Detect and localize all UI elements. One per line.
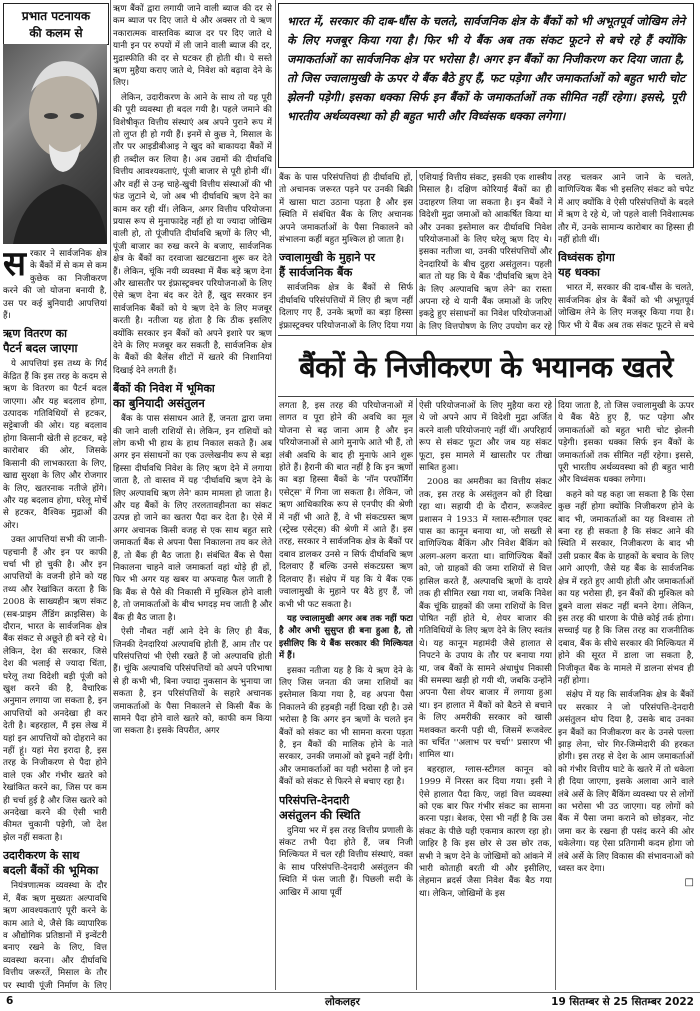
pull-quote-text: भारत में, सरकार की दाब-धौंस के चलते, सार्वजनिक क्षेत्र के बैंकों को भी अभूतपूर्व जोखिम लेने के लिए मजबूर किया गया है। फिर भी ये बैंक अब तक संकट फूटने से बचे रहे हैं क्योंकि जमाकर्ताओं का सार्वजनिक क्षेत्र पर भरोसा है। अगर इन बैंकों का निजीकरण कर दिया जाता है, तो जिस ज्वालामुखी के ऊपर ये बैंक बैठे हुए हैं, फट पड़ेगा और जमाकर्ताओं को बहुत भारी चोट झेलनी पड़ेगी। इसका धक्का सिर्फ इन बैंकों के जमाकर्ताओं तक सीमित नहीं रहेगा। इससे, पूरी भारतीय अर्थव्यवस्था को ही बहुत भारी और विध्वंसक धक्का लगेगा। xyxy=(287,14,685,123)
paragraph: भारत में, सरकार की दाब-धौंस के चलते, सार्वजनिक क्षेत्र के बैंकों को भी अभूतपूर्व जोखिम लेने के लिए मजबूर किया गया है। फिर भी ये बैंक अब तक संकट फूटने से बचे xyxy=(558,283,694,331)
end-mark: □ xyxy=(684,877,694,889)
drop-cap: स xyxy=(3,248,26,284)
author-byline xyxy=(3,3,109,45)
column-4-lower xyxy=(419,400,552,990)
column-5-upper xyxy=(558,172,694,332)
column-3-upper xyxy=(279,172,413,332)
paragraph: बैंक के पास परिसंपत्तियां ही दीर्घावधि हों, तो अचानक जरूरत पड़ने पर उनकी बिक्री में खासा घाटा उठाना पड़ता है और इस स्थिति में संबंधित बैंक के लिए अचानक अपने जमाकर्ताओं के पैसा निकालने को संभालना कहीं बहुत मुश्किल हो जाता है। xyxy=(279,173,413,246)
paragraph: दिया जाता है, तो जिस ज्वालामुखी के ऊपर ये बैंक बैठे हुए हैं, फट पड़ेगा और जमाकर्ताओं को बहुत भारी चोट झेलनी पड़ेगी। इसका धक्का सिर्फ इन बैंकों के जमाकर्ताओं तक सीमित नहीं रहेगा। इससे, पूरी भारतीय अर्थव्यवस्था को ही बहुत भारी और विध्वंसक धक्का लगेगा। xyxy=(558,401,694,486)
headline xyxy=(278,335,694,397)
subheading-credit-pattern: ऋण वितरण का पैटर्न बदल जाएगा xyxy=(3,327,78,356)
paragraph: बहरहाल, ग्लास-स्टीगल कानून को 1999 में निरस्त कर दिया गया। इसी ने ऐसे हालात पैदा किए, जहां वित्त व्यवस्था को एक बार फिर गंभीर संकट का सामना करना पड़ा। बेशक, ऐसा भी नहीं है कि उस संकट के पीछे यही एकमात्र कारण रहा हो। जाहिर है कि इस छोर से उस छोर तक, सभी ने ऋण देने के जोखिमों को आंकने में भारी कोताही बरती थी और इसीलिए, लेहमान ब्रदर्स जैसा निवेश बैंक बैठ गया था। लेकिन, जोखिमों के इस xyxy=(419,764,552,899)
paragraph: बैंक के पास संसाधन आते हैं, जनता द्वारा जमा की जाने वाली राशियों से। लेकिन, इन राशियों को लोग कभी भी हाथ के हाथ निकाल सकते हैं। अब अगर इन संसाधनों का एक उल्लेखनीय रूप से बड़ा हिस्सा दीर्घावधि निवेश के लिए ऋण देने में लगाया जाता है, तो वास्तव में यह 'दीर्घावधि ऋण देने के लिए अल्पावधि ऋण लेने' काम मामला हो जाता है। और यह बैंकों के लिए तरलतावहीनता का संकट उत्पन्न हो जाने का खतरा पैदा कर देता है। ऐसे में अगर अचानक किसी वजह से एक साथ बहुत सारे जमाकर्ता बैंक से अपना पैसा निकालना तय कर लेते हैं, तो बैंक ही बैठ जाता है। संबंधित बैंक से पैसा निकालना चाहने वाले जमाकर्ता वहां थोड़े ही हों, फिर भी अगर यह खबर या अफवाह फैल जाती है कि बैंक से पैसे की निकासी में मुश्किल होने वाली है, तो जमाकर्ताओं के बीच भगदड़ मच जाती है और बैंक ही बैठ जाता है। xyxy=(113,414,272,623)
author-name: प्रभात पटनायक xyxy=(21,9,91,23)
subheading-blow: विध्वंसक होगा यह धक्का xyxy=(558,251,615,280)
column-rule xyxy=(416,170,417,335)
paragraph: इसका नतीजा यह है कि ये ऋण देने के लिए जिस जनता की जमा राशियों का इस्तेमाल किया गया है, वह अपना पैसा निकालने की हड़बड़ी नहीं दिखा रही है। उसे भरोसा है कि अगर इन ऋणों के चलते इन बैंकों को संकट का भी सामना करना पड़ता है, इन बैंकों की मालिक होने के नाते सरकार, उनकी जमाओं को डूबने नहीं देगी। और जमाकर्ताओं का यही भरोसा है जो इन बैंकों को संकट से फिरने से बचाए रहा है। xyxy=(279,665,413,788)
column-rule xyxy=(555,170,556,335)
column-3-lower xyxy=(279,400,413,990)
subheading-volcano: ज्वालामुखी के मुहाने पर हैं सार्वजनिक बैंक xyxy=(279,251,376,280)
column-rule xyxy=(275,0,276,990)
column-rule xyxy=(416,398,417,990)
paragraph: ऐसी नौबत नहीं आने देने के लिए ही बैंक, जिनकी देनदारियां अल्पावधि होती हैं, आम तौर पर परिसंपत्तियां भी ऐसी रखते हैं जो अल्पावधि होती हैं। चूंकि अल्पावधि परिसंपत्तियों को अपने परिभाषा से ही कभी भी, बिना ज्यादा नुकसान के भुनाया जा सकता है, इन परिसंपत्तियों के सहारे अचानक जमाकर्ताओं के पैसा निकालने से किसी बैंक के सामने पैदा होने वाले खतरे को, काफी कम किया जा सकता है। इसके विपरीत, अगर xyxy=(113,627,272,737)
paragraph: सार्वजनिक क्षेत्र के बैंकों से सिर्फ दीर्घावधि परिसंपत्तियों में लिए ही ऋण नहीं दिलाए गए हैं, उनके ऋणों का बड़ा हिस्सा इंफ्रास्ट्रक्चर परियोजनाओं के लिए दिया गया xyxy=(279,283,413,331)
paragraph: ऋण बैंकों द्वारा लगायी जाने वाली ब्याज की दर से कम ब्याज पर दिए जाते थे और अक्सर तो ये ऋण नकारात्मक वास्तविक ब्याज दर पर दिए जाते थे यानी इन पर रुपयों में ली जाने वाली ब्याज की दर, मुद्रास्फीति की दर से घटकर ही होती थी। ये सस्ते ऋण मुहैया कराए जाते थे, निवेश को बढ़ावा देने के लिए। xyxy=(113,4,272,89)
paragraph: उक्त आपत्तियां सभी की जानी-पहचानी हैं और इन पर काफी चर्चा भी हो चुकी है। और इन आपत्तियों के वजनी होने को यह तथ्य और रेखांकित करता है कि 2008 के साख्यहीन ऋण संकट (सब-प्राइम लैंडिंग क्राइसिस) के दौरान, भारत के सार्वजनिक क्षेत्र बैंक संकट से अछूते ही बने रहे थे। लेकिन, देश की सरकार, जिसे देश की भलाई से ज्यादा चिंता, घरेलू तथा विदेशी बड़ी पूंजी को खुश करने की है, वैचारिक अनुमान लगाया जा सकता है, इन आपत्तियों को अनदेखा ही कर देती है। बहरहाल, मैं इस लेख में यहां इन आपत्तियों को दोहराने का नहीं हूं। यहां मेरा इरादा है, इस तरह के निजीकरण से पैदा होने वाले एक और गंभीर खतरे को रेखांकित करने का, जिस पर कम ही चर्चा हुई है और जिस खतरे को अनदेखा करने की ऐसी भारी कीमत चुकानी पड़ेगी, जो देश झेल नहीं सकता है। xyxy=(3,535,107,843)
paragraph: एशियाई वित्तीय संकट, इसकी एक शास्त्रीय मिसाल है। दक्षिण कोरियाई बैंकों का ही उदाहरण लिया जा सकता है। इन बैंकों ने विदेशी मुद्रा जमाओं को आकर्षित किया था और उनका इस्तेमाल कर दीर्घावधि निवेश परियोजनाओं के लिए घरेलू ऋण दिए थे। इसका नतीजा था, उनकी परिसंपत्तियों और देनदारियों के बीच दुहरा असंतुलन। पहली बात तो यह कि ये बैंक 'दीर्घावधि ऋण देने के लिए अल्पावधि ऋण लेने' का रास्ता अपना रहे थे यानी बैंक जमाओं के जरिए इकट्ठे हुए संसाधनों का निवेश परियोजनाओं के लिए वित्तपोषण के लिए उपयोग कर रहे xyxy=(419,173,552,332)
pull-quote xyxy=(278,3,694,168)
column-4-upper xyxy=(419,172,552,332)
paragraph: दुनिया भर में इस तरह वित्तीय प्रणाली के संकट तभी पैदा होते हैं, जब निजी मिल्कियत में चल रही वित्तीय संस्थाएं, वक्त के साथ परिसंपत्ति-देनदारी असंतुलन की स्थिति में फंस जाती हैं। पिछली सदी के आखिर में आया पूर्वी xyxy=(279,825,413,898)
author-suffix: की कलम से xyxy=(29,26,83,40)
footer xyxy=(0,994,700,1010)
page-number: 6 xyxy=(6,995,14,1007)
paragraph: तरह चलकर आने जाने के चलते, वाणिज्यिक बैंक भी इसलिए संकट को चपेट में आए क्योंकि वे ऐसी परिसंपत्तियों के बदले में ऋण दे रहे थे, जो पहले वाली निवेशात्मक तौर में, उनके सामान्य कारोबार का हिस्सा ही नहीं होती थीं। xyxy=(558,173,694,246)
issue-dates: 19 सितम्बर से 25 सितम्बर 2022 xyxy=(551,996,694,1008)
headline-text: बैंकों के निजीकरण के भयानक खतरे xyxy=(299,349,673,384)
paragraph: ये आपत्तियां इस तथ्य के गिर्द केंद्रित हैं कि इस तरह के कदम से ऋण के वितरण का पैटर्न बदल जाएगा। और यह बदलाव होगा, उत्पादक गतिविधियों से हटकर, सट्टेबाजी की ओर। यह बदलाव होगा किसानी खेती से हटकर, बड़े कारोबार की ओर, जिसके किसानी की लाभकारता के लिए, खाद्य सुरक्षा के लिए और रोजगार के लिए, खतरनाक नतीजे होंगे। और यह बदलाव होगा, घरेलू मोर्चे से हटकर, वैश्विक मुद्राओं की ओर। xyxy=(3,359,107,531)
subheading-imbalance: बैंकों की निवेश में भूमिका का बुनियादी असंतुलन xyxy=(113,382,215,411)
footer-rule xyxy=(0,992,700,993)
column-2 xyxy=(113,3,272,990)
column-rule xyxy=(555,398,556,990)
column-1 xyxy=(3,248,107,990)
column-5-lower xyxy=(558,400,694,990)
subheading-asset-liability: परिसंपत्ति-देनदारी असंतुलन की स्थिति xyxy=(279,793,361,822)
paragraph: नियंत्रणात्मक व्यवस्था के दौर में, बैंक ऋण मुख्यतः अल्पावधि ऋण आवश्यकताएं पूरी करने के काम आते थे, जैसे कि व्यापारिक व औद्योगिक प्रतिष्ठानों में इन्वेंटरी बनाए रखने के लिए, वित्त व्यवस्था करना। और दीर्घावधि वित्तीय जरूरतें, मिसाल के तौर पर स्थायी पूंजी निर्माण के लिए xyxy=(3,881,107,990)
bold-statement: यह ज्वालामुखी अगर अब तक नहीं फटा है और अभी सुसुप्त ही बना हुआ है, तो इसीलिए कि ये बैंक सरकार की मिल्कियत में हैं। xyxy=(279,613,413,662)
paragraph: लेकिन, उदारीकरण के आने के साथ तो यह पूरी की पूरी व्यवस्था ही बदल गयी है। पहले जमाने की विशेषीकृत वित्तीय संस्थाएं अब अपने पुराने रूप में तो लुप्त ही हो गयी हैं। इनमें से कुछ ने, मिसाल के तौर पर आइडीबीआइ ने खुद को बाकायदा बैंकों में ही तब्दील कर लिया है। अब उद्यमों की दीर्घावधि वित्तीय आवश्यकताएं, पूंजी बाजार से पूरी होनी थीं। और वहीं से उन्ह चाहे-खुची वित्तीय संस्थाओं की भी फंड जुटाने थे, जो अब भी दीर्घावधि ऋण देने का काम कर रही थीं। लेकिन, अगर वित्तीय परियोजना प्रयास रूप से मुनाफादेह नहीं हो या ज्यादा जोखिम वाली हो, तो पूंजीपति दीर्घावधि ऋणों के लिए भी, पूंजी बाजार का रुख करने के बजाए, सार्वजनिक क्षेत्र के बैंकों का दरवाजा खटखटाना शुरू कर देते हैं। लेकिन, चूंकि नयी व्यवस्था में बैंक बड़े ऋण देना और खासतौर पर इंफ्रास्ट्रक्चर परियोजनाओं के लिए ऐसे ऋण देना बंद कर देते हैं, खुद सरकार इन सार्वजनिक बैंकों को ये ऋण देने के लिए मजबूर करती है। नतीजा यह होता है कि ठीक इसलिए क्योंकि सरकार इन बैंकों को अपने इशारे पर ऋण देने के लिए मजबूर कर सकती है, सार्वजनिक क्षेत्र के बैंकों की बैलेंस शीटों में खतरे की निशानियां दिखाई देने लगती हैं। xyxy=(113,92,272,376)
paragraph: 2008 का अमरीका का वित्तीय संकट तक, इस तरह के असंतुलन को ही दिखा रहा था। सहायी दी के दौरान, रूजवेल्ट प्रशासन ने 1933 में ग्लास-स्टीगाल एक्ट पास का कानून बनाया था, जो सख्ती से वाणिज्यिक बैंकिंग और निवेश बैंकिंग को अलग-अलग करता था। वाणिज्यिक बैंकों को, जो ग्राहकों की जमा राशियों से वित्त हासिल करते हैं, अल्पावधि ऋणों के दायरे तक ही सीमित रखा गया था, जबकि निवेश बैंक चूंकि ग्राहकों की जमा राशियों के वित्त पोषित नहीं होते थे, शेयर बाजार की गतिविधियों के लिए ऋण देने के लिए स्वतंत्र थे। यह कानून महामंदी जैसे हालात से निपटने के उपाय के तौर पर बनाया गया था, जब बैंकों के सामने अंधाधुंध निकासी की समस्या खड़ी हो गयी थी, जबकि उन्होंने अपना पैसा शेयर बाजार में लगाया हुआ था। इन हालात में बैंकों को बैठने से बचाने के लिए अमरीकी सरकार को खासी मशक्कत करनी पड़ी थी, जिसमें रूजवेल्ट का चर्चित ''अलाभ पर चर्चा'' प्रसारण भी शामिल था। xyxy=(419,477,552,761)
publication-name: लोकलहर xyxy=(325,996,360,1008)
subheading-liberalisation: उदारीकरण के साथ बदली बैंकों की भूमिका xyxy=(3,849,99,878)
paragraph: कहने को यह कहा जा सकता है कि ऐसा कुछ नहीं होगा क्योंकि निजीकरण होने के बाद भी, जमाकर्ताओं का यह विश्वास तो बना रह ही सकता है कि संकट आने की स्थिति में सरकार, निजीकरण के बाद भी उसी प्रकार बैंक के ग्राहकों के बचाव के लिए आगे आएगी, जैसे यह बैंक के सार्वजनिक क्षेत्र में रहते हुए आयी होती और जमाकर्ताओं का यह भरोसा ही, इन बैंकों की मुश्किल को डूबने वाला संकट नहीं बनने देगा। लेकिन, इस तरह की धारणा के पीछे कोई तर्क होगा। सच्चाई यह है कि जिस तरह का राजनीतिक दबाव, बैंक के सीधे सरकार की मिल्कियत में होने की सूरत में डाला जा सकता है, निजीकृत बैंक के मामले में डालना संभव ही नहीं होगा। xyxy=(558,489,694,686)
author-photo xyxy=(3,44,107,244)
column-rule xyxy=(110,0,111,990)
paragraph: ऐसी परियोजनाओं के लिए मुहैया करा रहे थे जो अपने आप में विदेशी मुद्रा अर्जित करने वाली परियोजनाएं नहीं थीं। अपरिहार्य रूप से संकट फूटा और जब यह संकट फूटा, इस मामले में खासतौर पर तीखा साबित हुआ। xyxy=(419,401,552,474)
paragraph: संक्षेप में यह कि सार्वजनिक क्षेत्र के बैंकों पर सरकार ने जो परिसंपत्ति-देनदारी असंतुलन थोप दिया है, उसके बाद उनका इन बैंकों का निजीकरण कर के उनसे पल्ला झाड़ लेना, चोर गिर-जिम्मेदारी की हरकत होगी। इस तरह से देश के आम जमाकर्ताओं को गंभीर वित्तीय घाटे के खतरे में तो धकेला ही दिया जाएगा, इसके अलावा आने वाले लंबे अर्से के लिए बैंकिंग व्यवस्था पर से लोगों का भरोसा भी उठ जाएगा। यह लोगों को बैंक में पैसा जमा कराने को छोड़कर, नोट जमा कर के रखना ही पसंद करने की ओर धकेलेगा। यह ऐसा प्रतिगामी कदम होगा जो लंबे अर्से के लिए विकास की संभावनाओं को ध्वस्त कर देगा। xyxy=(558,690,694,875)
intro-text: रकार ने सार्वजनिक क्षेत्र के बैंकों में से कम से कम कुछेक का निजीकरण करने की जो योजना बनायी है, उस पर कई बुनियादी आपत्तियां हैं। xyxy=(3,249,107,322)
paragraph: लगता है, इस तरह की परियोजनाओं में लागत व पूरा होने की अवधि का मूल योजना से बढ़ जाना आम है और इन परियोजनाओं से आगे मुनाफे आते भी हैं, तो लंबी अवधि के बाद ही मुनाफे आने शुरू होते हैं। हैरानी की बात नहीं है कि इन ऋणों का बड़ा हिस्सा बैंकों के 'नॉन परफॉर्मिंग एसेट्स' में गिना जा सकता है। लेकिन, जो ऋण आधिकारिक रूप से एनपीए की श्रेणी में नहीं भी आते हैं, वे भी संकटग्रस्त ऋण (स्ट्रेस्ड एसेट्स) की श्रेणी में आते हैं। इस तरह, सरकार ने सार्वजनिक क्षेत्र के बैंकों पर दबाव डालकर उनसे न सिर्फ दीर्घावधि ऋण दिलवाए हैं बल्कि उनसे संकटग्रस्त ऋण दिलवाए हैं। संक्षेप में यह कि ये बैंक एक ज्वालामुखी के मुहाने पर बैठे हुए हैं, जो कभी भी फट सकता है। xyxy=(279,401,413,610)
